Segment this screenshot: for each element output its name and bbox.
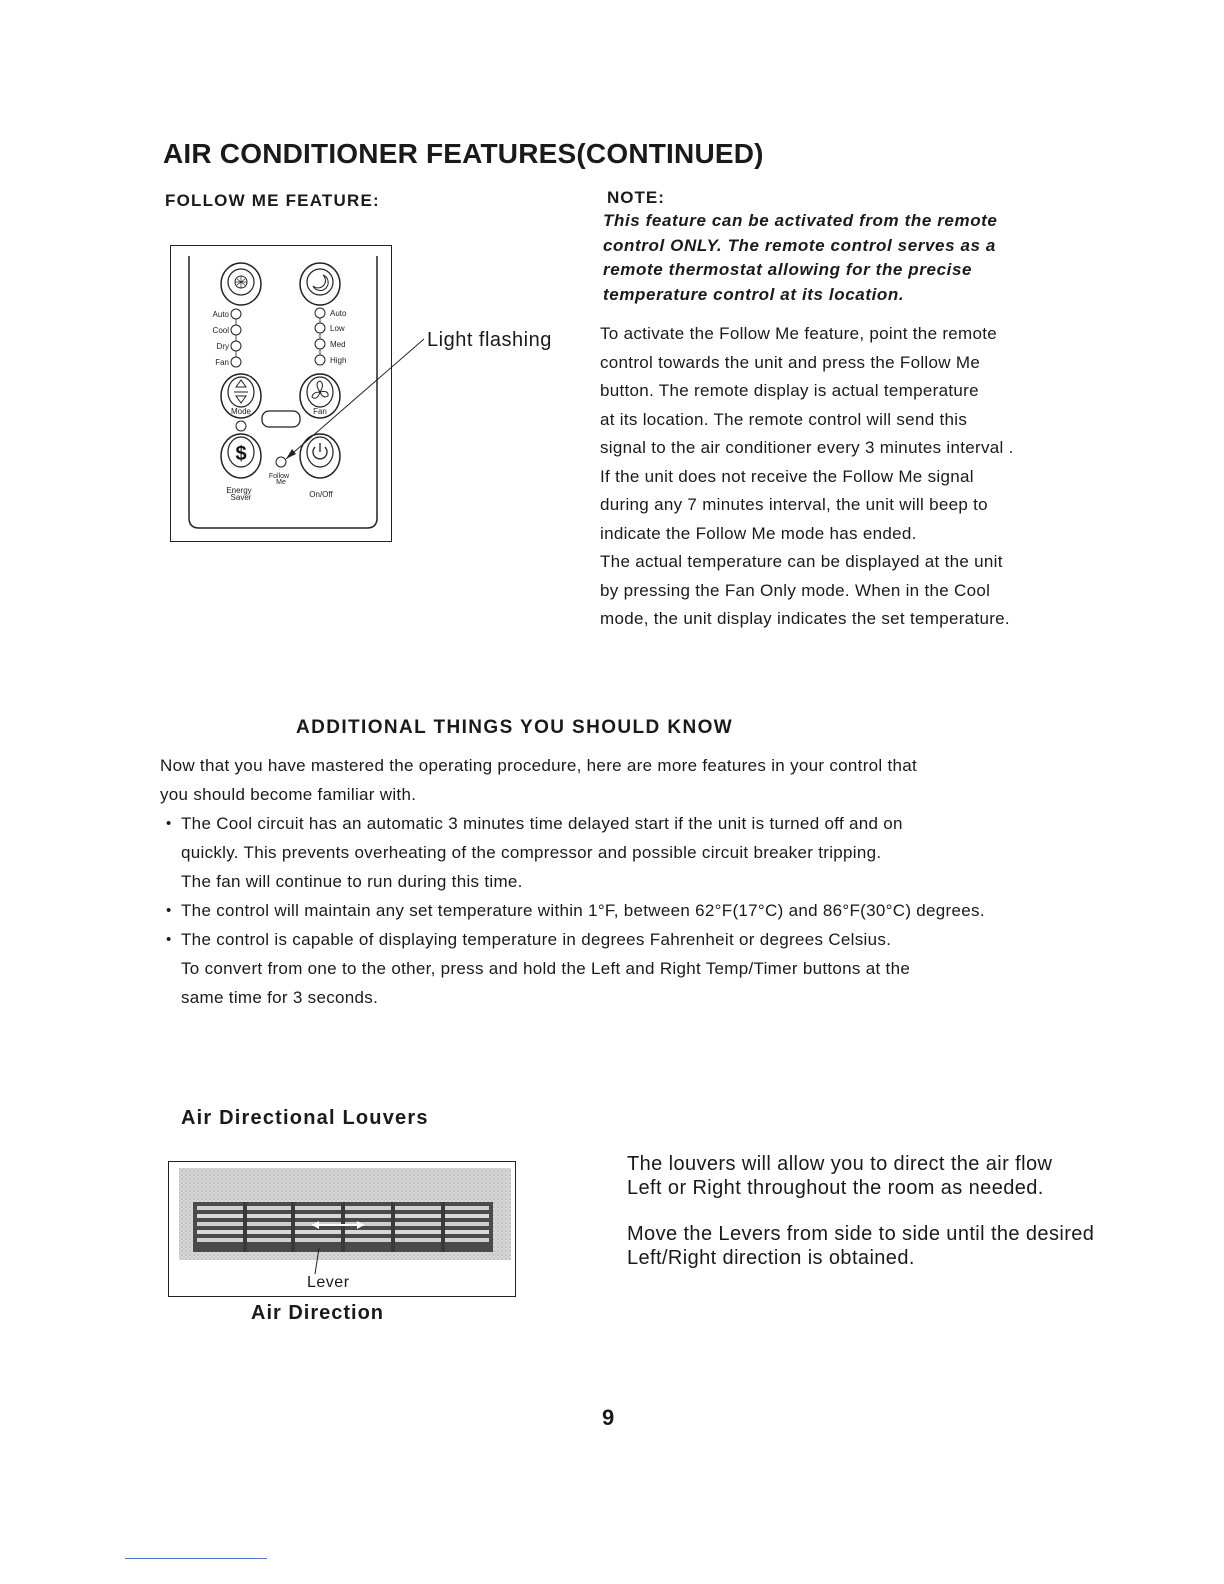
additional-heading: ADDITIONAL THINGS YOU SHOULD KNOW bbox=[296, 717, 734, 738]
bullet-icon: • bbox=[166, 931, 172, 948]
energy-label-1: Energy bbox=[226, 486, 252, 495]
follow-line: signal to the air conditioner every 3 minutes interval . bbox=[600, 438, 1014, 457]
note-line: temperature control at its location. bbox=[603, 284, 905, 304]
bullet-continuation: To convert from one to the other, press and hold the Left and Right Temp/Timer buttons at the bbox=[181, 959, 911, 978]
follow-line: If the unit does not receive the Follow Me signal bbox=[600, 466, 974, 486]
air-direction-caption: Air Direction bbox=[251, 1302, 385, 1324]
fan-label-high: High bbox=[330, 356, 347, 365]
louvers-heading: Air Directional Louvers bbox=[181, 1107, 429, 1129]
fan-label-low: Low bbox=[330, 324, 345, 333]
note-line: This feature can be activated from the remote bbox=[603, 211, 998, 230]
louver-line: Left or Right throughout the room as needed. bbox=[627, 1177, 1044, 1199]
follow-label-1: Follow bbox=[268, 473, 290, 480]
follow-line: mode, the unit display indicates the set temperature. bbox=[600, 609, 1010, 628]
mode-indicator-lights bbox=[231, 309, 241, 367]
follow-label-2: Me bbox=[276, 479, 286, 486]
bullet-icon: • bbox=[166, 815, 172, 832]
bullet-item bbox=[160, 925, 1120, 954]
note-body bbox=[603, 209, 1073, 307]
follow-me-heading: FOLLOW ME FEATURE: bbox=[165, 191, 380, 210]
bullet-item bbox=[160, 809, 1120, 838]
bullet-item bbox=[160, 896, 1120, 925]
louver-line: Left/Right direction is obtained. bbox=[627, 1247, 915, 1269]
louver-line: Move the Levers from side to side until the desired bbox=[627, 1223, 1095, 1245]
indicator-light bbox=[236, 421, 246, 431]
follow-me-description bbox=[600, 320, 1100, 634]
bullet-icon: • bbox=[166, 902, 172, 919]
note-line: control ONLY. The remote control serves as a bbox=[603, 235, 996, 255]
footer-rule bbox=[125, 1558, 267, 1559]
mode-label-fan: Fan bbox=[215, 358, 229, 367]
bullet-text: The Cool circuit has an automatic 3 minutes time delayed start if the unit is turned off and on bbox=[181, 814, 903, 833]
dollar-icon: $ bbox=[235, 443, 247, 465]
note-line: remote thermostat allowing for the precise bbox=[603, 260, 973, 279]
fan-label-auto: Auto bbox=[330, 309, 347, 318]
follow-line: during any 7 minutes interval, the unit will beep to bbox=[600, 495, 988, 514]
mode-label-cool: Cool bbox=[212, 326, 229, 335]
additional-body bbox=[160, 751, 1120, 1012]
bullet-continuation: quickly. This prevents overheating of the compressor and possible circuit breaker tripping. bbox=[181, 843, 882, 862]
bullet-text: The control will maintain any set temperature within 1°F, between 62°F(17°C) and 86°F(30°C) degrees. bbox=[181, 901, 985, 920]
bullet-text: The control is capable of displaying temperature in degrees Fahrenheit or degrees Celsius. bbox=[181, 930, 892, 949]
bullet-continuation: same time for 3 seconds. bbox=[181, 988, 379, 1007]
mode-label-dry: Dry bbox=[216, 342, 229, 351]
louver-description bbox=[627, 1152, 1167, 1292]
mode-wheel-icon bbox=[221, 263, 261, 305]
follow-line: button. The remote display is actual temperature bbox=[600, 381, 979, 400]
light-pointer-line bbox=[270, 325, 430, 465]
follow-line: at its location. The remote control will send this bbox=[600, 409, 968, 429]
page-number: 9 bbox=[602, 1405, 615, 1430]
note-heading: NOTE: bbox=[607, 188, 665, 207]
louver-line: The louvers will allow you to direct the air flow bbox=[627, 1153, 1053, 1175]
light-flashing-label: Light flashing bbox=[427, 329, 552, 351]
mode-button-label: Mode bbox=[230, 407, 252, 416]
energy-label-2: Saver bbox=[230, 493, 252, 502]
fan-button-label: Fan bbox=[313, 407, 327, 416]
follow-line: by pressing the Fan Only mode. When in the Cool bbox=[600, 580, 991, 600]
follow-line: To activate the Follow Me feature, point the remote bbox=[600, 324, 998, 343]
intro-line: you should become familiar with. bbox=[160, 785, 417, 804]
intro-line: Now that you have mastered the operating procedure, here are more features in your control that bbox=[160, 756, 918, 775]
bullet-continuation: The fan will continue to run during this time. bbox=[181, 872, 523, 891]
onoff-label: On/Off bbox=[309, 490, 333, 499]
sleep-moon-icon bbox=[300, 263, 340, 305]
follow-line: indicate the Follow Me mode has ended. bbox=[600, 523, 917, 543]
lever-label: Lever bbox=[307, 1274, 350, 1291]
follow-line: The actual temperature can be displayed at the unit bbox=[600, 552, 1003, 571]
follow-line: control towards the unit and press the Follow Me bbox=[600, 352, 981, 372]
fan-label-med: Med bbox=[330, 340, 346, 349]
mode-label-auto: Auto bbox=[212, 310, 229, 319]
louver-paragraph bbox=[627, 1222, 1167, 1270]
louver-paragraph bbox=[627, 1152, 1167, 1200]
page-title: AIR CONDITIONER FEATURES(CONTINUED) bbox=[163, 138, 764, 169]
